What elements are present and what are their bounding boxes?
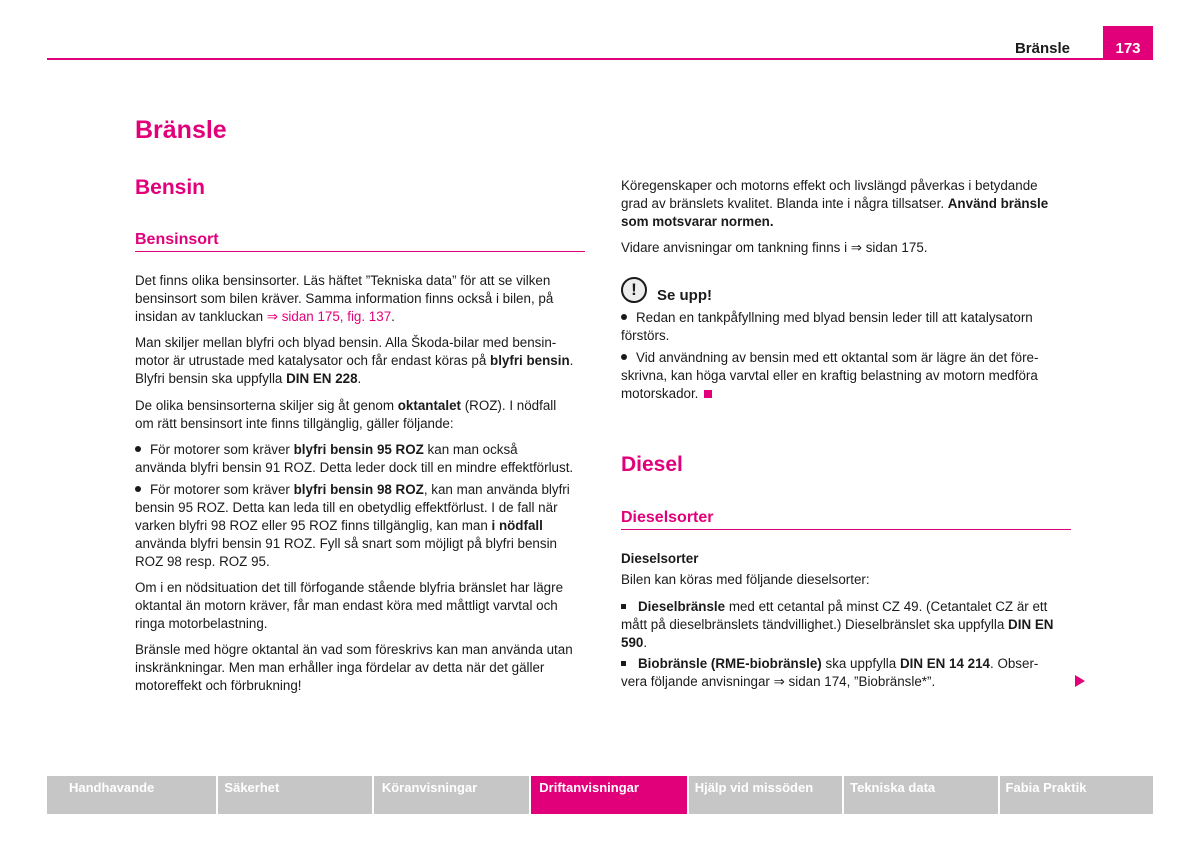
text: varken blyfri 98 ROZ eller 95 ROZ finns tillgänglig, kan man [135, 518, 492, 533]
text: ringa motorbelastning. [135, 616, 268, 631]
text: kan man också [423, 442, 518, 457]
bold-text: Dieselbränsle [638, 599, 726, 614]
text: Det finns olika bensinsorter. Läs häftet ”Tekniska data” för att se vilken [135, 273, 551, 288]
text: mått på dieselbränslets tändvillighet.) Dieselbränslet ska uppfylla [621, 617, 1009, 632]
text: ROZ 98 resp. ROZ 95. [135, 554, 270, 569]
bullet-square-icon [621, 604, 626, 609]
text: bensin 95 ROZ. Detta kan leda till en obetydlig effektförlust. I de fall när [135, 500, 558, 515]
text: Bränsle med högre oktantal än vad som föreskrivs kan man använda utan [135, 642, 573, 657]
warning-bullet-blyad [621, 309, 1081, 345]
text: inskränkningar. Men man erhåller inga fördelar av detta när det gäller [135, 660, 545, 675]
continue-arrow-icon [1075, 675, 1085, 687]
text: Om i en nödsituation det till förfogande stående blyfria bränslet har lägre [135, 580, 564, 595]
header-rule [47, 58, 1153, 60]
nav-tab-sakerhet[interactable]: Säkerhet [218, 776, 371, 814]
text: vera följande anvisningar ⇒ sidan 174, ”Biobränsle*”. [621, 674, 936, 689]
text: (ROZ). I nödfall [460, 398, 557, 413]
bullet-dot-icon [135, 446, 141, 452]
end-of-section-marker-icon [704, 390, 712, 398]
bold-text: i nödfall [491, 518, 543, 533]
text: oktantal än motorn kräver, får man endast köra med måttligt varvtal och [135, 598, 558, 613]
paragraph-bensinsorter [135, 272, 595, 326]
nav-tab-fabia-praktik[interactable]: Fabia Praktik [1000, 776, 1153, 814]
text: . [643, 635, 648, 650]
text: grad av bränslets kvalitet. Blanda inte i några tillsatser. [621, 196, 948, 211]
list-item-biobransle [621, 655, 1081, 691]
warning-title: Se upp! [657, 287, 712, 304]
nav-tab-handhavande[interactable]: Handhavande [47, 776, 216, 814]
page-number: 173 [1103, 26, 1153, 60]
text: . [357, 371, 362, 386]
bold-text: blyfri bensin 95 ROZ [293, 442, 424, 457]
page-reference-link[interactable]: ⇒ sidan 175, fig. 137 [266, 309, 392, 324]
paragraph-vidare-anvisningar: Vidare anvisningar om tankning finns i ⇒ sidan 175. [621, 240, 928, 255]
text: Köregenskaper och motorns effekt och livslängd påverkas i betydande [621, 178, 1038, 193]
bold-text: blyfri bensin 98 ROZ [293, 482, 424, 497]
list-item-dieselbransle [621, 598, 1081, 652]
text: Man skiljer mellan blyfri och blyad bensin. Alla Škoda-bilar med bensin- [135, 335, 557, 350]
paragraph-koregenskaper [621, 177, 1081, 231]
text: För motorer som kräver [150, 442, 294, 457]
subsection-title-bensinsort: Bensinsort [135, 231, 219, 248]
text: motorskador. [621, 386, 699, 401]
text: förstörs. [621, 328, 670, 343]
bullet-square-icon [621, 661, 626, 666]
paragraph-hogre-oktantal [135, 641, 595, 695]
text: Redan en tankpåfyllning med blyad bensin leder till att katalysatorn [636, 310, 1033, 325]
bullet-item-95-roz [135, 441, 595, 477]
paragraph-intro: Bilen kan köras med följande dieselsorter: [621, 572, 870, 587]
paragraph-oktantal [135, 397, 595, 433]
text: insidan av tankluckan [135, 309, 267, 324]
warning-bullet-oktantal [621, 349, 1081, 403]
subsection-rule [135, 251, 585, 252]
bullet-dot-icon [135, 486, 141, 492]
text: . [569, 353, 574, 368]
text: Vid användning av bensin med ett oktantal som är lägre än det före- [636, 350, 1039, 365]
section-title-diesel: Diesel [621, 453, 683, 476]
nav-tab-hjalp-vid-missoden[interactable]: Hjälp vid missöden [689, 776, 842, 814]
paragraph-blyfri [135, 334, 595, 388]
text: bensinsort som bilen kräver. Samma information finns också i bilen, på [135, 291, 554, 306]
text: motoreffekt och förbrukning! [135, 678, 302, 693]
bold-text: DIN EN 228 [286, 371, 358, 386]
bold-text: DIN EN [1008, 617, 1054, 632]
text: För motorer som kräver [150, 482, 294, 497]
subsection-rule [621, 529, 1071, 530]
text: motor är utrustade med katalysator och får endast köras på [135, 353, 491, 368]
chapter-navigation [47, 776, 1153, 814]
text: De olika bensinsorterna skiljer sig åt genom [135, 398, 398, 413]
text: ska uppfylla [821, 656, 900, 671]
running-header-title: Bränsle [1014, 40, 1070, 57]
nav-tab-koranvisningar[interactable]: Köranvisningar [374, 776, 529, 814]
section-title-bensin: Bensin [135, 176, 206, 199]
paragraph-nodsituation [135, 579, 595, 633]
nav-tab-driftanvisningar[interactable]: Driftanvisningar [531, 776, 686, 814]
bullet-dot-icon [621, 314, 627, 320]
bold-text: oktantalet [397, 398, 461, 413]
text: . Obser- [990, 656, 1039, 671]
text: , kan man använda blyfri [423, 482, 570, 497]
text: Blyfri bensin ska uppfylla [135, 371, 287, 386]
text: använda blyfri bensin 91 ROZ. Fyll så snart som möjligt på blyfri bensin [135, 536, 557, 551]
text: skrivna, kan höga varvtal eller en kraftig belastning av motorn medföra [621, 368, 1038, 383]
bold-text: blyfri bensin [490, 353, 570, 368]
bold-text: DIN EN 14 214 [899, 656, 990, 671]
text: använda blyfri bensin 91 ROZ. Detta leder dock till en mindre effektförlust. [135, 460, 574, 475]
bullet-item-98-roz [135, 481, 595, 571]
warning-exclamation-icon: ! [621, 277, 647, 303]
bold-text: Använd bränsle [947, 196, 1049, 211]
text: om rätt bensinsort inte finns tillgänglig, gäller följande: [135, 416, 454, 431]
bold-text: Biobränsle (RME-biobränsle) [638, 656, 822, 671]
nav-tab-tekniska-data[interactable]: Tekniska data [844, 776, 997, 814]
paragraph-subhead: Dieselsorter [621, 551, 699, 566]
subsection-title-dieselsorter: Dieselsorter [621, 509, 714, 526]
text: med ett cetantal på minst CZ 49. (Cetantalet CZ är ett [725, 599, 1048, 614]
bold-text: som motsvarar normen. [621, 214, 774, 229]
bullet-dot-icon [621, 354, 627, 360]
bold-text: 590 [621, 635, 644, 650]
text: . [391, 309, 395, 324]
chapter-title: Bränsle [135, 116, 227, 144]
